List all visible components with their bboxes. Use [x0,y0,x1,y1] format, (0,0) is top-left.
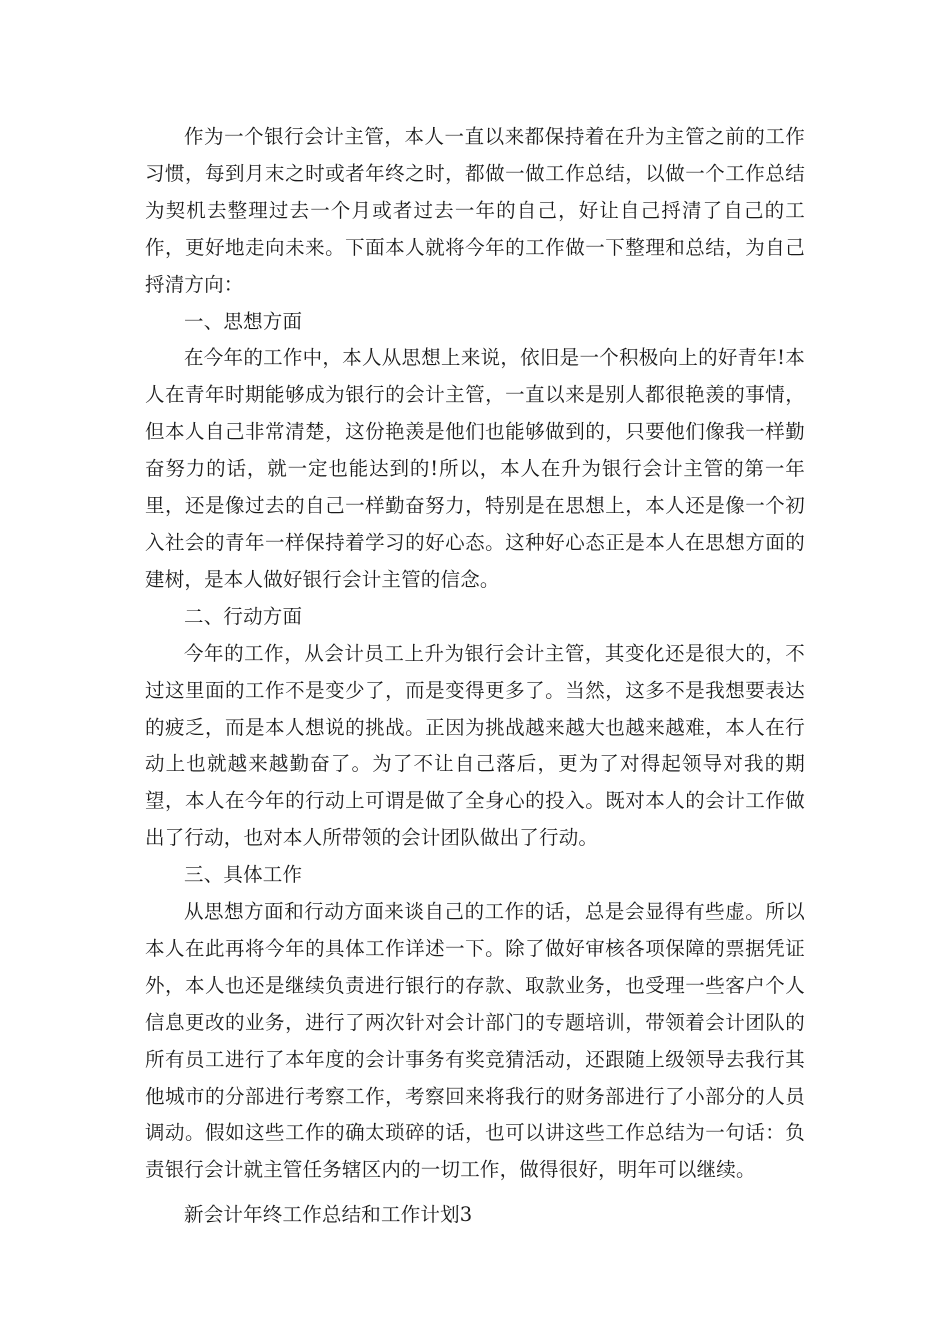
intro-paragraph: 作为一个银行会计主管，本人一直以来都保持着在升为主管之前的工作习惯，每到月末之时或者年终之时，都做一做工作总结，以做一个工作总结为契机去整理过去一个月或者过去一年的自己，好让自己捋清了自己的工作，更好地走向未来。下面本人就将今年的工作做一下整理和总结，为自己捋清方向： [145,125,805,296]
section-body-action: 今年的工作，从会计员工上升为银行会计主管，其变化还是很大的，不过这里面的工作不是变少了，而是变得更多了。当然，这多不是我想要表达的疲乏，而是本人想说的挑战。正因为挑战越来越大也越来越难，本人在行动上也就越来越勤奋了。为了不让自己落后，更为了对得起领导对我的期望，本人在今年的行动上可谓是做了全身心的投入。既对本人的会计工作做出了行动，也对本人所带领的会计团队做出了行动。 [145,641,805,850]
document-body [145,119,805,1234]
section-heading-action: 二、行动方面 [184,604,303,628]
section-body-thought: 在今年的工作中，本人从思想上来说，依旧是一个积极向上的好青年!本人在青年时期能够成为银行的会计主管，一直以来是别人都很艳羡的事情，但本人自己非常清楚，这份艳羡是他们也能够做到的，只要他们像我一样勤奋努力的话，就一定也能达到的!所以，本人在升为银行会计主管的第一年里，还是像过去的自己一样勤奋努力，特别是在思想上，本人还是像一个初入社会的青年一样保持着学习的好心态。这种好心态正是本人在思想方面的建树，是本人做好银行会计主管的信念。 [145,346,805,591]
next-article-title: 新会计年终工作总结和工作计划3 [184,1203,473,1227]
section-heading-specific-work: 三、具体工作 [184,863,303,887]
section-heading-thought: 一、思想方面 [184,309,303,333]
section-body-specific-work: 从思想方面和行动方面来谈自己的工作的话，总是会显得有些虚。所以本人在此再将今年的具体工作详述一下。除了做好审核各项保障的票据凭证外，本人也还是继续负责进行银行的存款、取款业务，也受理一些客户个人信息更改的业务，进行了两次针对会计部门的专题培训，带领着会计团队的所有员工进行了本年度的会计事务有奖竞猜活动，还跟随上级领导去我行其他城市的分部进行考察工作，考察回来将我行的财务部进行了小部分的人员调动。假如这些工作的确太琐碎的话，也可以讲这些工作总结为一句话：负责银行会计就主管任务辖区内的一切工作，做得很好，明年可以继续。 [145,900,805,1182]
